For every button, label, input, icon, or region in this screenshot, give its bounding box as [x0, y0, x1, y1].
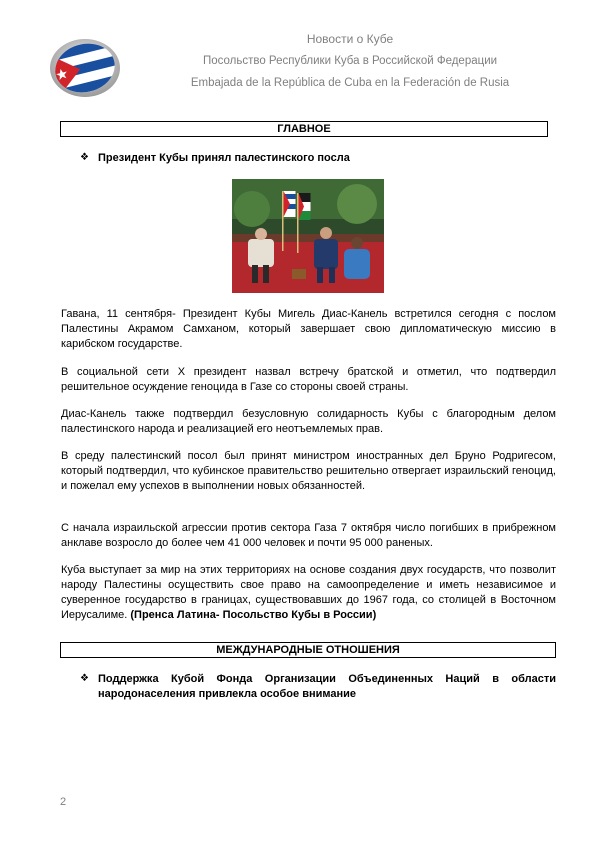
- meeting-photo: [232, 179, 384, 293]
- paragraph-2: В социальной сети X президент назвал встречу братской и отметил, что подтвердил решительное осуждение геноцида в Газе со стороны своей страны.: [61, 366, 556, 393]
- article-headline: Поддержка Кубой Фонда Организации Объединенных Наций в области народонаселения привлекла особое внимание: [98, 673, 556, 700]
- paragraph-5: С начала израильской агрессии против сектора Газа 7 октября число погибших в прибрежном анклаве возросло до более чем 41 000 человек и почти 95 000 раненых.: [61, 522, 556, 549]
- paragraph-4: В среду палестинский посол был принят министром иностранных дел Бруно Родригесом, который подтвердил, что кубинское правительство решительно отвергает израильский геноцид, и пожелал ему успехов в выполнении новых обязанностей.: [61, 450, 556, 492]
- page-number: 2: [60, 796, 67, 808]
- bullet-icon: ❖: [80, 673, 89, 684]
- article-headline: Президент Кубы принял палестинского посла: [98, 152, 350, 164]
- paragraph-6: [61, 563, 556, 623]
- header-title: Новости о Кубе: [306, 32, 394, 46]
- paragraph-1: Гавана, 11 сентября- Президент Кубы Мигель Диас-Канель встретился сегодня с послом Палестины Акрамом Самханом, который завершает свою дипломатическую миссию в карибском государстве.: [61, 308, 556, 350]
- header-embassy-ru: Посольство Республики Куба в Российской Федерации: [202, 55, 498, 67]
- cuba-flag-logo: [50, 38, 120, 98]
- paragraph-6-text: Куба выступает за мир на этих территориях на основе создания двух государств, что позволит народу Палестины осуществить свое право на самоопределение и иметь независимое и суверенное государство в границах, существовавших до 1967 года, со столицей в Восточном Иерусалиме.: [61, 564, 556, 621]
- section-heading-main: ГЛАВНОЕ: [60, 121, 548, 137]
- section-heading-international: МЕЖДУНАРОДНЫЕ ОТНОШЕНИЯ: [60, 642, 556, 658]
- paragraph-3: Диас-Канель также подтвердил безусловную солидарность Кубы с благородным делом палестинского народа и реализацией его неотъемлемых прав.: [61, 408, 556, 435]
- source-credit: (Пренса Латина- Посольство Кубы в России): [130, 609, 377, 621]
- header-embassy-es: Embajada de la República de Cuba en la Federación de Rusia: [190, 77, 510, 89]
- bullet-icon: ❖: [80, 152, 89, 163]
